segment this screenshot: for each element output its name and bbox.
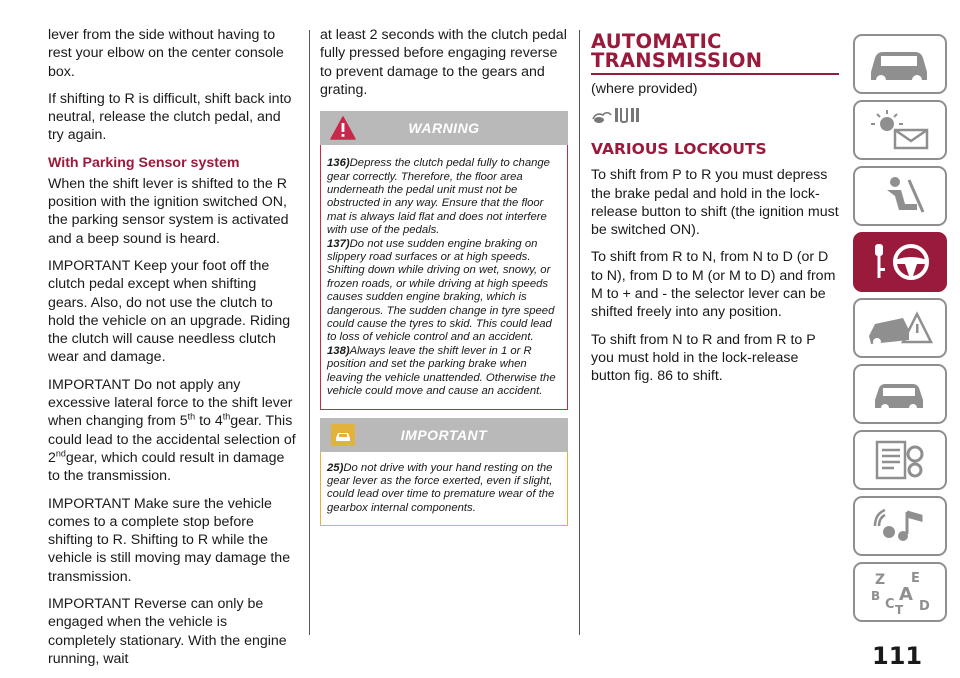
index-letter: Z <box>875 572 886 588</box>
text-run: gear, which could result in damage to the transmission. <box>48 449 285 485</box>
tab-warning-lights[interactable] <box>853 100 947 160</box>
paragraph: When the shift lever is shifted to the R position with the ignition switched ON, the parking sensor system is activated and a beep sound is heard. <box>48 175 289 247</box>
chapter-tabs <box>853 34 953 628</box>
tab-starting-driving[interactable] <box>853 232 947 292</box>
optional-equipment-icon <box>591 105 841 130</box>
important-note <box>327 462 561 516</box>
warning-triangle-icon <box>330 116 356 152</box>
key-steering-wheel-icon <box>865 240 935 284</box>
important-car-icon <box>330 423 356 459</box>
tab-emergency[interactable] <box>853 298 947 358</box>
important-body <box>320 452 568 527</box>
title-line: TRANSMISSION <box>591 49 763 72</box>
text-run: IMPORTANT Do not apply any excessive lateral force to the shift lever when changing from 5 <box>48 376 293 430</box>
paragraph: IMPORTANT Make sure the vehicle comes to a complete stop before shifting to R. Shifting to R while the vehicle is still moving may damage the transmission. <box>48 495 291 585</box>
index-letter: T <box>895 603 904 616</box>
warning-note <box>327 157 561 237</box>
paragraph: IMPORTANT Keep your foot off the clutch pedal except when shifting gears. Also, do not use the clutch to hold the vehicle on an upgrade. Riding the clutch will cause needless clutch wear and damage. <box>48 257 291 366</box>
warning-header <box>320 111 568 145</box>
tab-index[interactable] <box>853 562 947 622</box>
car-emergency-icon <box>865 306 935 350</box>
paragraph: To shift from P to R you must depress the brake pedal and hold in the lock-release button to shift (the ignition must be switched ON). <box>591 167 839 239</box>
section-subtitle: VARIOUS LOCKOUTS <box>591 140 767 159</box>
index-letter: B <box>871 589 881 603</box>
multimedia-icon <box>865 504 935 548</box>
paragraph: lever from the side without having to rest your elbow on the center console box. <box>48 27 284 80</box>
warning-box <box>320 111 568 409</box>
paragraph: IMPORTANT Reverse can only be engaged when the vehicle is completely stationary. With the engine running, wait <box>48 596 287 667</box>
note-number: 138) <box>327 344 350 357</box>
note-number: 137) <box>327 237 350 250</box>
superscript: nd <box>55 448 66 459</box>
warning-title: WARNING <box>408 120 480 137</box>
paragraph: To shift from R to N, from N to D (or D to N), from D to M (or M to D) and from M to + and - the selector lever can be shifted freely into any position. <box>591 249 836 321</box>
paragraph: at least 2 seconds with the clutch pedal fully pressed before engaging reverse to prevent damage to the gears and grating. <box>320 27 567 98</box>
index-letter: E <box>911 571 920 586</box>
warning-note <box>327 238 561 345</box>
warning-lights-icon <box>865 108 935 152</box>
section-title <box>591 32 841 70</box>
text-run: gear. This could lead to the accidental selection of 2 <box>48 413 296 466</box>
column-right <box>591 26 841 395</box>
note-text: Always leave the shift lever in 1 or R position and set the parking brake when leaving the vehicle unattended. Otherwise the vehicle could move and cause an accident. <box>327 344 556 398</box>
note-text: Do not drive with your hand resting on the gear lever as the force exerted, even if slight, could lead over time to premature wear of the gearbox internal components. <box>327 461 555 514</box>
superscript: th <box>222 411 231 422</box>
column-left <box>48 26 298 677</box>
column-divider <box>309 30 310 635</box>
index-letter: C <box>885 597 895 612</box>
note-text: Do not use sudden engine braking on slippery road surfaces or at high speeds. Shifting down while driving on wet, snowy, or frozen roads, or while driving at high speeds causes sudden engine braking, which is dangerous. The sudden change in tyre speed could cause the tyres to skid. This could lead to loss of vehicle control and an accident. <box>327 237 555 344</box>
column-divider <box>579 30 580 635</box>
important-header <box>320 418 568 452</box>
car-maintenance-icon <box>865 372 935 416</box>
paragraph: If shifting to R is difficult, shift back into neutral, release the clutch pedal, and try again. <box>48 90 292 144</box>
tab-multimedia[interactable] <box>853 496 947 556</box>
text-run: to 4 <box>199 413 223 430</box>
title-underline <box>591 73 839 75</box>
tab-technical-data[interactable] <box>853 430 947 490</box>
index-icon <box>865 568 935 616</box>
note-text: Depress the clutch pedal fully to change gear correctly. Therefore, the floor area underneath the pedal unit must not be obstructed in any way. Ensure that the floor mat is always laid flat and does not interfere with use of the pedals. <box>327 157 550 237</box>
paragraph: To shift from N to R and from R to P you must hold in the lock-release button fig. 86 to shift. <box>591 331 816 385</box>
column-middle <box>320 26 568 526</box>
superscript: th <box>187 411 196 422</box>
index-letter: D <box>919 599 930 614</box>
warning-note <box>327 345 561 399</box>
paragraph <box>48 376 298 486</box>
note-number: 136) <box>327 157 350 170</box>
car-icon <box>865 42 935 86</box>
note-number: 25) <box>327 461 344 474</box>
index-letter: A <box>899 584 913 605</box>
tab-maintenance[interactable] <box>853 364 947 424</box>
important-title: IMPORTANT <box>400 426 488 443</box>
tab-safety[interactable] <box>853 166 947 226</box>
where-provided: (where provided) <box>591 81 698 97</box>
technical-data-icon <box>865 438 935 482</box>
seat-safety-icon <box>865 174 935 218</box>
subheading-parking-sensor: With Parking Sensor system <box>48 154 240 171</box>
important-box <box>320 418 568 527</box>
warning-body <box>320 145 568 409</box>
title-line: AUTOMATIC <box>591 30 722 53</box>
page-number: 111 <box>872 642 923 670</box>
tab-car[interactable] <box>853 34 947 94</box>
